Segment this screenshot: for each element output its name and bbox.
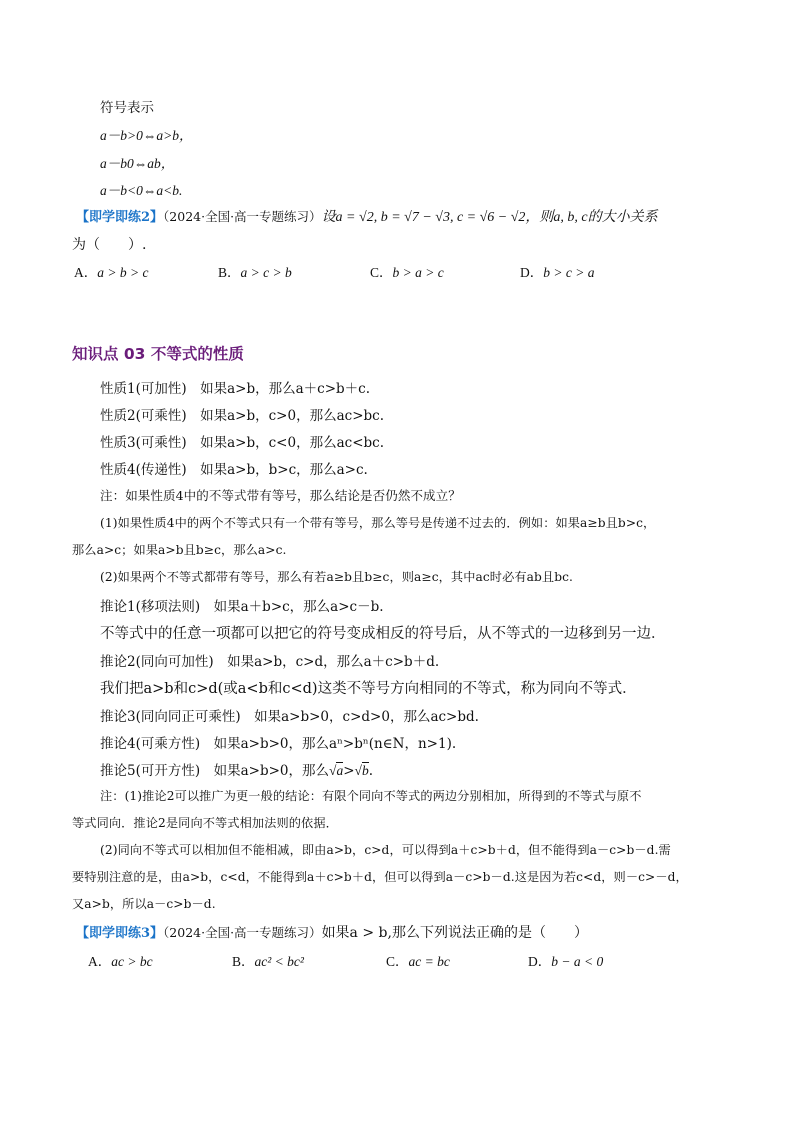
remark-2-line-3: 又a>b，所以a－c>b－d.: [72, 897, 216, 911]
exercise-2-header: [76, 206, 658, 226]
exercise-3-header: [76, 922, 588, 942]
remark-2-line-2: 要特别注意的是，由a>b，c<d，不能得到a＋c>b＋d，但可以得到a－c>b－d.这是因为若c<d，则－c>－d，: [72, 870, 688, 884]
exercise-3-option-c: C．ac = bc: [386, 954, 450, 969]
remark-2-line-1: (2)同向不等式可以相加但不能相减，即由a>b，c>d，可以得到a＋c>b＋d，但不能得到a－c>b－d.需: [100, 843, 671, 857]
property-4: 性质4(传递性) 如果a>b，b>c，那么a>c.: [100, 462, 368, 478]
exercise-2-option-d: D．b > c > a: [520, 265, 595, 280]
sqrt-a: a: [336, 763, 344, 778]
exercise-2-source: （2024·全国·高一专题练习）: [163, 209, 322, 224]
sqrt-b: b: [361, 763, 369, 778]
remark-1-line-1: 注：(1)推论2可以推广为更一般的结论：有限个同向不等式的两边分别相加，所得到的不等式与原不: [100, 789, 642, 803]
section-title: 知识点 03 不等式的性质: [72, 345, 244, 363]
exercise-2-question-line2: 为（ ）.: [72, 237, 147, 253]
exercise-2-tag: 【即学即练2】: [76, 210, 164, 225]
exercise-2-option-b: B．a > c > b: [218, 265, 292, 280]
exercise-3-question: 如果a > b,那么下列说法正确的是（ ）: [321, 925, 588, 941]
property-3: 性质3(可乘性) 如果a>b，c<0，那么ac<bc.: [100, 435, 385, 451]
corollary-4: 推论4(可乘方性) 如果a>b>0，那么aⁿ>bⁿ(n∈N，n>1).: [100, 736, 457, 752]
corollary-2-description: 我们把a>b和c>d(或a<b和c<d)这类不等号方向相同的不等式，称为同向不等式．: [100, 681, 637, 697]
corollary-2: 推论2(同向可加性) 如果a>b，c>d，那么a＋c>b＋d.: [100, 654, 440, 670]
symbol-title: 符号表示: [100, 100, 154, 116]
exercise-2-question-line1: 设a = √2, b = √7 − √3, c = √6 − √2，则a, b, c的大小关系: [321, 210, 658, 225]
exercise-3-option-b: B．ac² < bc²: [232, 954, 304, 969]
exercise-3-option-d: D．b − a < 0: [528, 954, 604, 969]
note-1-line-2: 那么a>c；如果a>b且b≥c，那么a>c.: [72, 543, 287, 557]
note-1-line-1: (1)如果性质4中的两个不等式只有一个带有等号，那么等号是传递不过去的．例如：如果a≥b且b>c，: [100, 516, 656, 530]
property-2: 性质2(可乘性) 如果a>b，c>0，那么ac>bc.: [100, 408, 385, 424]
note-2: (2)如果两个不等式都带有等号，那么有若a≥b且b≥c，则a≥c，其中ac时必有ab且bc.: [100, 570, 574, 584]
remark-1-line-2: 等式同向．推论2是同向不等式相加法则的依据．: [72, 816, 338, 830]
exercise-3-source: （2024·全国·高一专题练习）: [163, 925, 322, 940]
exercise-2-option-a: A．a > b > c: [74, 265, 149, 280]
corollary-1: 推论1(移项法则) 如果a＋b>c，那么a>c－b.: [100, 599, 384, 615]
corollary-3: 推论3(同向同正可乘性) 如果a>b>0，c>d>0，那么ac>bd.: [100, 709, 479, 725]
symbol-line-1: a－b>0⇔a>b，: [100, 128, 193, 143]
symbol-line-2: a－b0⇔ab，: [100, 156, 175, 171]
exercise-2-option-c: C．b > a > c: [370, 265, 444, 280]
symbol-line-3: a－b<0⇔a<b.: [100, 183, 183, 198]
exercise-3-option-a: A．ac > bc: [88, 954, 153, 969]
property-1: 性质1(可加性) 如果a>b，那么a＋c>b＋c.: [100, 381, 371, 397]
corollary-1-description: 不等式中的任意一项都可以把它的符号变成相反的符号后，从不等式的一边移到另一边．: [100, 626, 666, 642]
exercise-3-tag: 【即学即练3】: [76, 926, 164, 941]
corollary-5: 推论5(可开方性) 如果a>b>0，那么√a>√b.: [100, 763, 373, 779]
note-question: 注：如果性质4中的不等式带有等号，那么结论是否仍然不成立？: [100, 488, 461, 503]
